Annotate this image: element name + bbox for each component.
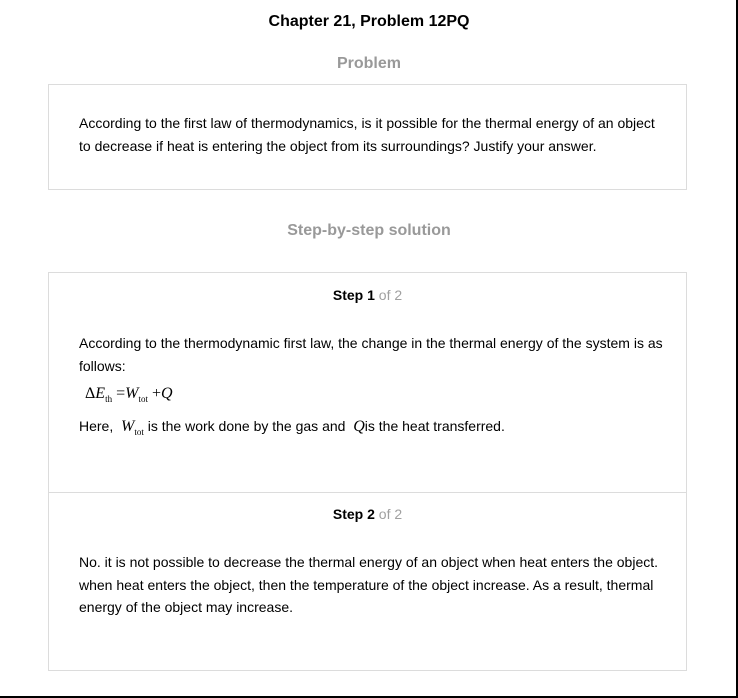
plus-sign: + xyxy=(151,385,161,402)
step-1-header xyxy=(49,286,686,304)
step-2-header xyxy=(49,505,686,523)
work-description: is the work done by the gas and xyxy=(147,418,346,434)
solution-heading: Step-by-step solution xyxy=(287,222,451,239)
energy-symbol: E xyxy=(95,385,106,402)
step-1-total: of 2 xyxy=(378,287,403,303)
step-1-label: Step xyxy=(332,287,364,303)
work-def-subscript: tot xyxy=(134,427,144,437)
heat-description: is the heat transferred. xyxy=(364,418,505,434)
problem-heading: Problem xyxy=(336,55,401,72)
work-term xyxy=(121,418,144,435)
equals-sign: = xyxy=(116,385,126,402)
work-subscript: tot xyxy=(138,394,148,404)
step-2-number: 2 xyxy=(367,506,375,522)
step-1-number: 1 xyxy=(367,287,375,303)
solution-box xyxy=(48,272,687,671)
work-symbol: W xyxy=(125,385,139,402)
problem-text: According to the first law of thermodynamics, is it possible for the thermal energy of an object to decrease if heat is entering the object from its surroundings? Justify your answer. xyxy=(79,115,655,154)
step-1-definitions xyxy=(79,415,505,443)
step-2-label: Step xyxy=(332,506,364,522)
here-prefix: Here, xyxy=(79,418,114,434)
problem-box xyxy=(48,84,687,190)
step-2-total: of 2 xyxy=(378,506,403,522)
energy-subscript: th xyxy=(105,394,113,404)
heat-def-symbol: Q xyxy=(353,418,365,435)
heat-term xyxy=(353,418,365,435)
first-law-equation xyxy=(85,384,173,409)
delta-symbol: Δ xyxy=(85,385,96,402)
chapter-title: Chapter 21, Problem 12PQ xyxy=(268,13,470,30)
step-divider xyxy=(49,492,686,493)
step-1-paragraph: According to the thermodynamic first law, the change in the thermal energy of the system is as follows: xyxy=(79,335,663,374)
step-2-paragraph: No. it is not possible to decrease the thermal energy of an object when heat enters the object. when heat enters the object, then the temperature of the object increase. As a result, thermal energy of the object may increase. xyxy=(79,554,659,615)
heat-symbol: Q xyxy=(161,385,173,402)
work-def-symbol: W xyxy=(121,418,135,435)
